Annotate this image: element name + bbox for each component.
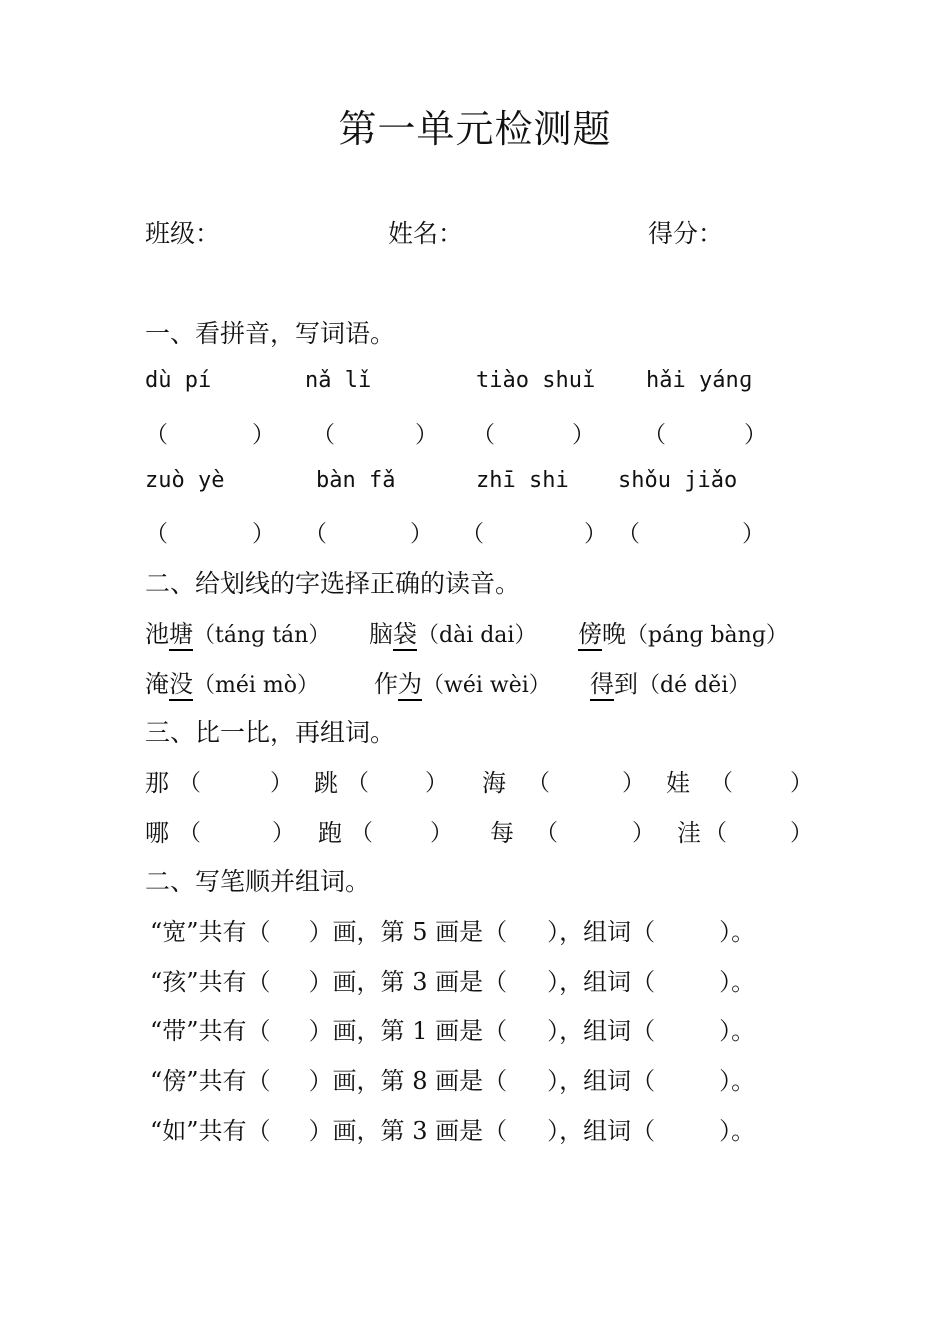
answer-bracket-close: ） xyxy=(742,521,765,547)
answer-bracket-open: （ xyxy=(472,422,495,448)
stroke-question: “宽”共有（ ）画，第 5 画是（ ），组词（ ）。 xyxy=(150,918,756,946)
answer-bracket-close: ） xyxy=(272,820,295,846)
answer-bracket-open: （ xyxy=(643,422,666,448)
pronunciation-item: 池塘（tánɡ tán） xyxy=(145,614,330,649)
answer-bracket-open: （ xyxy=(304,521,327,547)
answer-bracket-close: ） xyxy=(790,770,813,796)
answer-bracket-open: （ xyxy=(527,770,550,796)
pinyin-item: shǒu jiǎo xyxy=(618,468,738,493)
pronunciation-item: 脑袋（dài dai） xyxy=(369,614,536,649)
section1-heading: 一、看拼音，写词语。 xyxy=(145,319,396,348)
section3-heading: 三、比一比，再组词。 xyxy=(145,718,396,747)
compare-char: 跳 xyxy=(314,769,338,797)
stroke-question: “如”共有（ ）画，第 3 画是（ ），组词（ ）。 xyxy=(150,1117,756,1145)
pronunciation-item: 得到（dé děi） xyxy=(590,664,750,699)
pronunciation-item: 淹没（méi mò） xyxy=(145,664,319,699)
pinyin-item: zuò yè xyxy=(145,468,225,493)
answer-bracket-open: （ xyxy=(312,422,335,448)
answer-bracket-open: （ xyxy=(350,820,373,846)
answer-bracket-open: （ xyxy=(145,422,168,448)
section2-heading: 二、给划线的字选择正确的读音。 xyxy=(145,569,521,598)
answer-bracket-close: ） xyxy=(622,770,645,796)
page-title: 第一单元检测题 xyxy=(338,107,612,151)
answer-bracket-open: （ xyxy=(710,770,733,796)
compare-char: 那 xyxy=(145,769,169,797)
answer-bracket-open: （ xyxy=(617,521,640,547)
answer-bracket-open: （ xyxy=(178,770,201,796)
compare-char: 哪 xyxy=(145,819,169,847)
answer-bracket-close: ） xyxy=(790,820,813,846)
answer-bracket-close: ） xyxy=(572,422,595,448)
pinyin-item: nǎ lǐ xyxy=(305,368,372,393)
answer-bracket-close: ） xyxy=(430,820,453,846)
pinyin-item: zhī shi xyxy=(476,468,569,493)
underlined-char: 傍 xyxy=(578,620,602,651)
answer-bracket-close: ） xyxy=(410,521,433,547)
compare-char: 每 xyxy=(490,819,514,847)
answer-bracket-open: （ xyxy=(704,820,727,846)
score-label: 得分： xyxy=(648,219,724,248)
answer-bracket-open: （ xyxy=(145,521,168,547)
underlined-char: 没 xyxy=(169,670,193,701)
answer-bracket-open: （ xyxy=(461,521,484,547)
name-label: 姓名： xyxy=(388,219,464,248)
answer-bracket-close: ） xyxy=(425,770,448,796)
pronunciation-item: 作为（wéi wèi） xyxy=(374,664,551,699)
compare-char: 海 xyxy=(482,769,506,797)
underlined-char: 塘 xyxy=(169,620,193,651)
pinyin-item: bàn fǎ xyxy=(316,468,396,493)
stroke-question: “带”共有（ ）画，第 1 画是（ ），组词（ ）。 xyxy=(150,1017,756,1045)
underlined-char: 为 xyxy=(398,670,422,701)
stroke-question: “傍”共有（ ）画，第 8 画是（ ），组词（ ）。 xyxy=(150,1067,756,1095)
answer-bracket-close: ） xyxy=(744,422,767,448)
underlined-char: 袋 xyxy=(393,620,417,651)
answer-bracket-open: （ xyxy=(346,770,369,796)
compare-char: 洼 xyxy=(677,819,701,847)
class-label: 班级： xyxy=(145,219,221,248)
answer-bracket-close: ） xyxy=(584,521,607,547)
underlined-char: 得 xyxy=(590,670,614,701)
pinyin-item: tiào shuǐ xyxy=(476,368,596,393)
answer-bracket-open: （ xyxy=(178,820,201,846)
answer-bracket-close: ） xyxy=(252,521,275,547)
compare-char: 跑 xyxy=(318,819,342,847)
answer-bracket-close: ） xyxy=(270,770,293,796)
answer-bracket-close: ） xyxy=(632,820,655,846)
section4-heading: 二、写笔顺并组词。 xyxy=(145,867,371,896)
stroke-question: “孩”共有（ ）画，第 3 画是（ ），组词（ ）。 xyxy=(150,968,756,996)
pinyin-item: dù pí xyxy=(145,368,212,393)
answer-bracket-close: ） xyxy=(252,422,275,448)
pronunciation-item: 傍晚（pánɡ bànɡ） xyxy=(578,614,788,649)
compare-char: 娃 xyxy=(666,769,690,797)
answer-bracket-close: ） xyxy=(415,422,438,448)
answer-bracket-open: （ xyxy=(535,820,558,846)
pinyin-item: hǎi yánɡ xyxy=(646,368,752,393)
